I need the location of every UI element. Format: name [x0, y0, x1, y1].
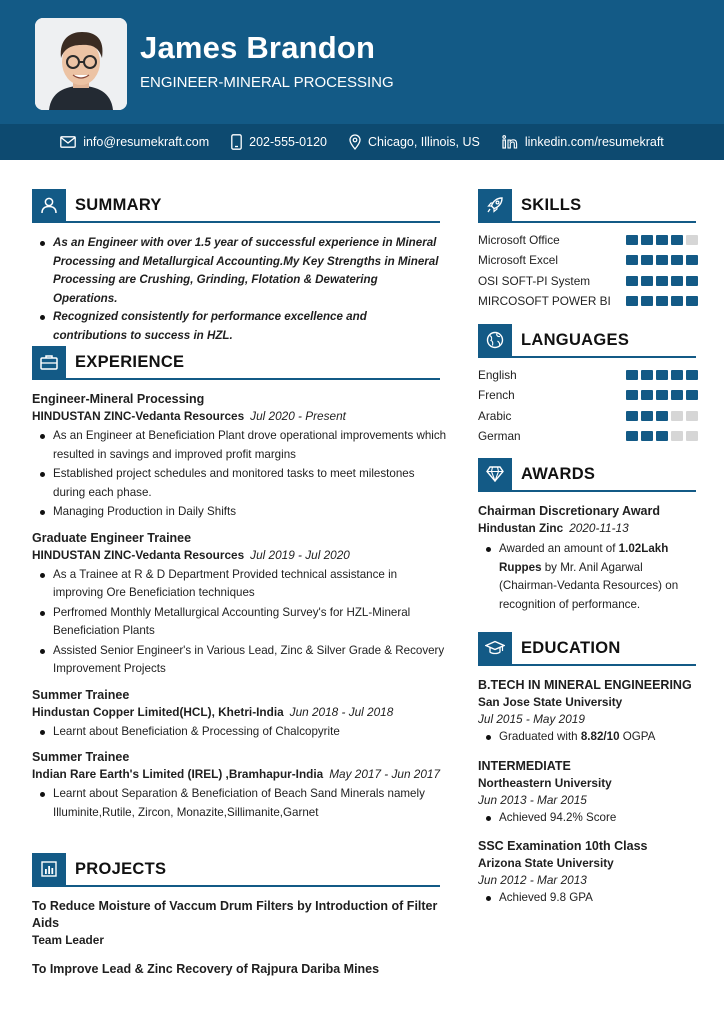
- rating-dots: [626, 235, 698, 245]
- rating-dot-filled: [641, 431, 653, 441]
- contact-phone[interactable]: [231, 134, 327, 150]
- projects-heading: PROJECTS: [75, 859, 167, 878]
- project-title: To Reduce Moisture of Vaccum Drum Filters by Introduction of Filter Aids: [32, 899, 438, 930]
- rating-dot-filled: [686, 390, 698, 400]
- rating-label: OSI SOFT-PI System: [478, 273, 591, 288]
- rating-row: [478, 426, 698, 446]
- job-bullet: As a Trainee at R & D Department Provided technical assistance in improving Ore Beneficiation techniques: [32, 566, 448, 603]
- projects-list: [32, 898, 444, 978]
- rating-label: Microsoft Excel: [478, 253, 558, 268]
- skills-section-header: [478, 189, 696, 223]
- briefcase-icon: [40, 354, 58, 370]
- rating-label: Arabic: [478, 408, 512, 423]
- awards-section-icon-box: [478, 458, 512, 491]
- award-date: 2020-11-13: [569, 521, 629, 535]
- contact-email-text: info@resumekraft.com: [83, 135, 210, 149]
- edu-note: [478, 728, 706, 747]
- summary-heading: SUMMARY: [75, 195, 162, 214]
- globe-icon: [486, 331, 504, 349]
- experience-section-icon-box: [32, 346, 66, 379]
- job-role: Summer Trainee: [32, 750, 130, 764]
- rating-dot-empty: [671, 431, 683, 441]
- education-heading: EDUCATION: [521, 638, 621, 657]
- rating-dot-filled: [626, 296, 638, 306]
- job-company: HINDUSTAN ZINC-Vedanta Resources: [32, 409, 245, 423]
- contact-phone-text: 202-555-0120: [249, 135, 327, 149]
- rating-label: French: [478, 388, 515, 403]
- rating-dot-empty: [671, 411, 683, 421]
- rating-dot-filled: [641, 276, 653, 286]
- person-icon: [40, 196, 58, 214]
- contact-email[interactable]: [60, 135, 209, 149]
- summary-item: Recognized consistently for performance excellence and contributions to success in HZL.: [32, 308, 444, 345]
- rating-dot-filled: [626, 390, 638, 400]
- profile-photo-illustration: [35, 18, 127, 110]
- rating-dot-filled: [641, 235, 653, 245]
- rating-row: [478, 406, 698, 426]
- rating-dot-filled: [641, 255, 653, 265]
- awards-heading: AWARDS: [521, 464, 596, 483]
- rating-dot-filled: [656, 431, 668, 441]
- rating-dot-filled: [641, 370, 653, 380]
- contact-linkedin[interactable]: [502, 135, 664, 149]
- rating-dot-filled: [626, 255, 638, 265]
- rating-dot-empty: [686, 431, 698, 441]
- job-bullet: Learnt about Beneficiation & Processing of Chalcopyrite: [32, 723, 448, 742]
- award-org: Hindustan Zinc: [478, 521, 564, 535]
- profile-photo: [35, 18, 127, 110]
- rating-dot-filled: [641, 390, 653, 400]
- rating-row: [478, 385, 698, 405]
- rating-dot-filled: [671, 255, 683, 265]
- location-icon: [349, 134, 361, 150]
- job-entry: [32, 749, 448, 822]
- phone-icon: [231, 134, 242, 150]
- job-role: Graduate Engineer Trainee: [32, 530, 192, 545]
- job-role: Summer Trainee: [32, 687, 130, 702]
- skills-list: [478, 230, 698, 311]
- rating-dot-filled: [656, 235, 668, 245]
- rating-dot-filled: [686, 276, 698, 286]
- edu-dates: Jun 2012 - Mar 2013: [478, 873, 587, 887]
- rating-label: English: [478, 368, 517, 383]
- graduation-cap-icon: [485, 640, 505, 656]
- job-company: Indian Rare Earth's Limited (IREL) ,Bramhapur-India: [32, 767, 324, 781]
- rating-dot-empty: [686, 411, 698, 421]
- education-entry: [478, 838, 706, 908]
- award-desc-text: Awarded an amount of: [499, 542, 619, 555]
- summary-item: As an Engineer with over 1.5 year of successful experience in Mineral Processing and Metallurgical Accounting.My Key Strengths in Mineral Processing are Crushing, Grinding, Flotation & Dewatering Operations.: [32, 234, 444, 308]
- rating-dot-filled: [656, 255, 668, 265]
- contact-location-text: Chicago, Illinois, US: [367, 135, 480, 149]
- job-entry: [32, 687, 448, 742]
- awards-section-header: [478, 458, 696, 492]
- edu-dates: Jun 2013 - Mar 2015: [478, 792, 587, 807]
- edu-dates: Jul 2015 - May 2019: [478, 712, 585, 726]
- rating-dot-filled: [656, 411, 668, 421]
- rating-dot-filled: [626, 411, 638, 421]
- edu-school: Northeastern University: [478, 775, 612, 790]
- experience-list: [32, 391, 448, 830]
- contact-bar: [0, 124, 724, 160]
- experience-heading: EXPERIENCE: [75, 352, 185, 371]
- rating-dot-filled: [671, 235, 683, 245]
- rating-dot-filled: [626, 276, 638, 286]
- award-desc-text: by Mr. Anil Agarwal (Chairman-Vedanta Resources) on recognition of performance.: [499, 560, 679, 611]
- award-title: Chairman Discretionary Award: [478, 504, 661, 518]
- award-description: [478, 540, 700, 614]
- rating-dot-filled: [671, 276, 683, 286]
- education-section-icon-box: [478, 632, 512, 665]
- edu-note: Achieved 9.8 GPA: [478, 889, 706, 908]
- rating-row: [478, 230, 698, 250]
- job-bullet: As an Engineer at Beneficiation Plant drove operational improvements which resulted in savings and improved profit margins: [32, 427, 448, 464]
- rating-dot-filled: [686, 370, 698, 380]
- rating-label: MIRCOSOFT POWER BI: [478, 294, 611, 309]
- rating-dot-filled: [671, 390, 683, 400]
- rating-row: [478, 365, 698, 385]
- rating-dots: [626, 276, 698, 286]
- job-bullet: Assisted Senior Engineer's in Various Lead, Zinc & Silver Grade & Recovery Improvement Projects: [32, 642, 448, 679]
- job-bullet: Perfromed Monthly Metallurgical Accounting Survey's for HZL-Mineral Beneficiation Plants: [32, 604, 448, 641]
- edu-note: Achieved 94.2% Score: [478, 809, 706, 828]
- edu-note-score: 8.82/10: [580, 730, 620, 743]
- job-dates: Jun 2018 - Jul 2018: [289, 704, 394, 719]
- education-list: [478, 677, 706, 919]
- contact-location: [349, 134, 480, 150]
- skills-section-icon-box: [478, 189, 512, 222]
- rating-dot-filled: [626, 370, 638, 380]
- project-title: To Improve Lead & Zinc Recovery of Rajpura Dariba Mines: [32, 962, 380, 976]
- project-role: Team Leader: [32, 933, 104, 947]
- edu-degree: SSC Examination 10th Class: [478, 839, 648, 853]
- rating-dots: [626, 370, 698, 380]
- rating-dot-filled: [656, 390, 668, 400]
- edu-degree: B.TECH IN MINERAL ENGINEERING: [478, 678, 692, 692]
- rating-dot-filled: [656, 276, 668, 286]
- rating-dot-empty: [686, 235, 698, 245]
- projects-section-header: [32, 853, 440, 887]
- job-dates: Jul 2019 - Jul 2020: [250, 547, 350, 562]
- rating-dot-filled: [626, 431, 638, 441]
- award-entry: [478, 503, 700, 614]
- rating-dots: [626, 390, 698, 400]
- job-dates: May 2017 - Jun 2017: [329, 767, 441, 781]
- languages-section-icon-box: [478, 324, 512, 357]
- edu-school: Arizona State University: [478, 856, 614, 870]
- skills-heading: SKILLS: [521, 195, 582, 214]
- languages-list: [478, 365, 698, 446]
- candidate-name: James Brandon: [140, 30, 376, 65]
- education-section-header: [478, 632, 696, 666]
- job-bullet: Learnt about Separation & Beneficiation of Beach Sand Minerals namely Illuminite,Rutile, Zircon, Monazite,Sillimanite,Garnet: [32, 785, 448, 822]
- summary-section-icon-box: [32, 189, 66, 222]
- summary-section-header: [32, 189, 440, 223]
- rating-dot-filled: [671, 296, 683, 306]
- edu-note-text: OGPA: [619, 730, 656, 743]
- header-banner: [0, 0, 724, 124]
- rocket-icon: [486, 196, 504, 214]
- rating-dot-filled: [641, 411, 653, 421]
- rating-label: Microsoft Office: [478, 233, 560, 248]
- diamond-icon: [486, 466, 504, 482]
- job-bullet: Managing Production in Daily Shifts: [32, 503, 448, 522]
- projects-section-icon-box: [32, 853, 66, 886]
- linkedin-icon: [502, 135, 518, 149]
- rating-dot-filled: [656, 370, 668, 380]
- rating-dot-filled: [686, 296, 698, 306]
- job-entry: [32, 391, 448, 522]
- job-entry: [32, 530, 448, 679]
- rating-dots: [626, 411, 698, 421]
- job-bullet: Established project schedules and monitored tasks to meet milestones during each phase.: [32, 465, 448, 502]
- languages-heading: LANGUAGES: [521, 330, 630, 349]
- education-entry: [478, 758, 706, 828]
- job-company: Hindustan Copper Limited(HCL), Khetri-India: [32, 704, 284, 719]
- rating-row: [478, 250, 698, 270]
- summary-list: [32, 234, 444, 345]
- rating-label: German: [478, 429, 521, 444]
- rating-dot-filled: [626, 235, 638, 245]
- education-entry: [478, 677, 706, 747]
- rating-row: [478, 271, 698, 291]
- job-company: HINDUSTAN ZINC-Vedanta Resources: [32, 547, 245, 562]
- edu-note-text: Graduated with: [499, 730, 581, 743]
- experience-section-header: [32, 346, 440, 380]
- email-icon: [60, 136, 76, 148]
- rating-dot-filled: [671, 370, 683, 380]
- candidate-title: ENGINEER-MINERAL PROCESSING: [140, 74, 394, 91]
- languages-section-header: [478, 324, 696, 358]
- rating-dots: [626, 255, 698, 265]
- edu-degree: INTERMEDIATE: [478, 758, 571, 773]
- edu-school: San Jose State University: [478, 695, 623, 709]
- rating-dots: [626, 431, 698, 441]
- chart-icon: [41, 861, 57, 877]
- rating-dots: [626, 296, 698, 306]
- award-amount: 1.02Lakh Ruppes: [499, 542, 669, 574]
- job-role: Engineer-Mineral Processing: [32, 392, 205, 406]
- rating-row: [478, 291, 698, 311]
- rating-dot-filled: [656, 296, 668, 306]
- job-dates: Jul 2020 - Present: [250, 409, 346, 423]
- rating-dot-filled: [686, 255, 698, 265]
- contact-linkedin-text: linkedin.com/resumekraft: [524, 135, 664, 149]
- rating-dot-filled: [641, 296, 653, 306]
